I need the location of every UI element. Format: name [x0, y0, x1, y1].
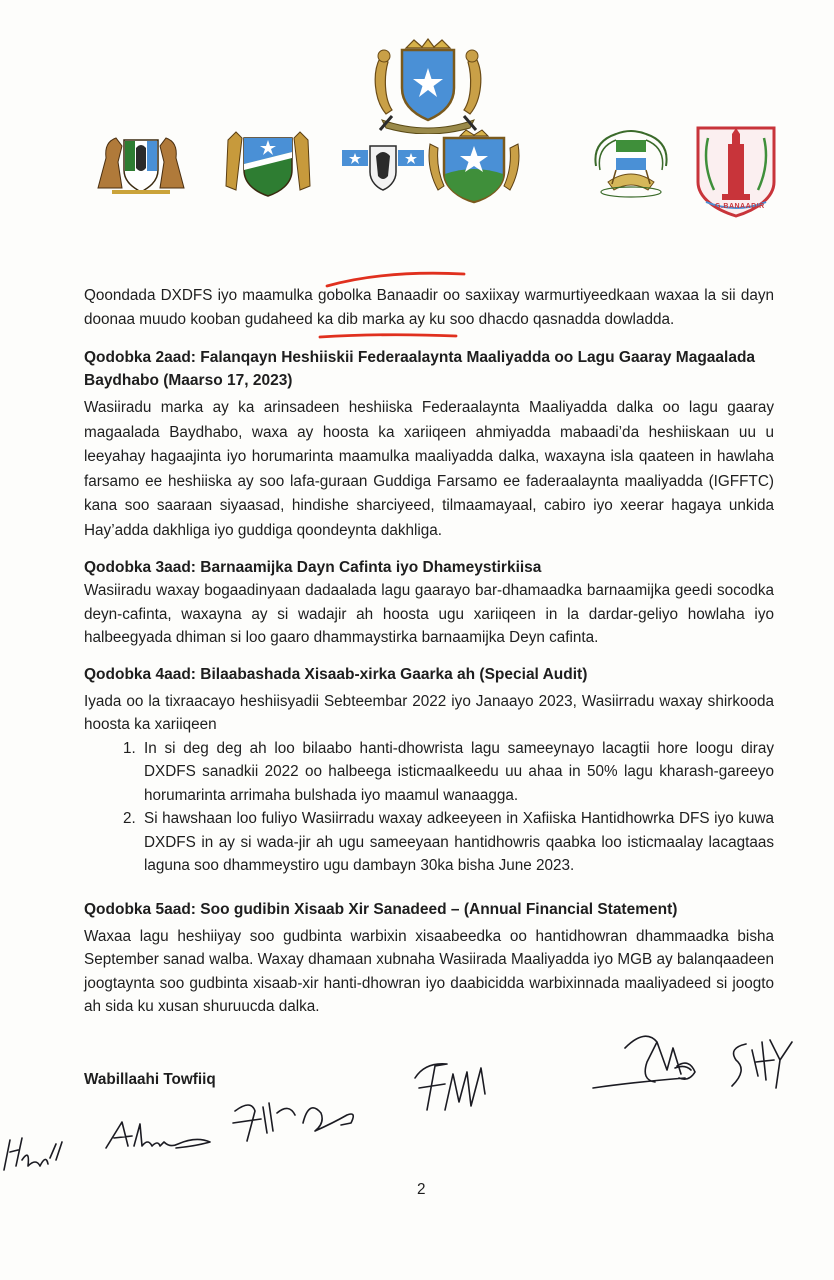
section-4	[84, 663, 774, 878]
galmudug-emblem-icon	[340, 140, 426, 192]
banaadir-label: G.BANAADIR	[715, 203, 765, 210]
hirshabelle-emblem-icon	[426, 128, 522, 204]
signature-1	[405, 1054, 495, 1124]
emblem-header	[0, 0, 834, 240]
list-item: 2. Si hawshaan loo fuliyo Wasiirradu waxay adkeeyeen in Xafiiska Hantidhowrka DFS iyo kuwa DXDFS in ay si wada-jir ah ugu sameeyaan hantidhowris qaabka loo isticmaalay lacagtaas laguna soo dhammeystiro ugu dambayn 30ka bisha June 2023.	[140, 807, 774, 878]
puntland-emblem-icon	[92, 128, 190, 196]
somalia-coat-of-arms-icon	[362, 38, 494, 134]
section-2-body: Wasiiradu marka ay ka arinsadeen heshiiska Federaalaynta Maaliyadda dalka oo lagu gaaray magaalada Baydhabo, waxa ay hoosta ka xariiqeen ahmiyadda mabaadi’da heshiiskaan uu u leeyahay hagaajinta iyo horumarinta maamulka maaliyadda dalka, waxayna isla qaateen in hawlaha farsamo ee heshiiska ay soo lafa-guraan Guddiga Farsamo ee faderaalaynta maaliyadda (IGFFTC) kana soo saaraan siyaasad, hindishe sharciyeed, tilmaamayaal, cabiro iyo xeerar hagaya unkida Hay’adda dakhliga iyo guddiga qoondeynta dakhliga.	[84, 399, 774, 539]
signature-6	[225, 1093, 365, 1149]
list-item: 1. In si deg deg ah loo bilaabo hanti-dhowrista lagu sameeynayo lacagtii hore loogu diray DXDFS sanadkii 2022 oo halbeega isticmaalkeedu uu ahaa in 50% lagu kharash-gareeyo horumarinta arrimaha bulshada iyo maamul wanaagga.	[140, 737, 774, 808]
signature-4	[0, 1130, 70, 1180]
section-3-heading: Qodobka 3aad: Barnaamijka Dayn Cafinta iyo Dhameystirkiisa	[84, 559, 542, 576]
page-number: 2	[417, 1181, 426, 1198]
section-5-body: Waxaa lagu heshiiyay soo gudbinta warbixin xisaabeedka oo hantidhowran dhammaadka bisha September sanad walba. Waxay dhamaan xubnaha Wasiirada Maaliyadda iyo MGB ay balanqaadeen joogtaynta soo gudbinta xisaab-xir hanti-dhowran iyo daabicidda warbixinnada maaliyadeed si joogto ah sida ku xusan shuruucda dalka.	[84, 927, 774, 1015]
section-4-list	[84, 737, 774, 878]
closing-phrase: Wabillaahi Towfiiq	[84, 1071, 216, 1088]
signature-2	[585, 1022, 725, 1102]
signature-5	[100, 1116, 215, 1156]
section-2-heading: Qodobka 2aad: Falanqayn Heshiiskii Federaalaynta Maaliyadda oo Lagu Gaaray Magaalada Baydhabo (Maarso 17, 2023)	[84, 349, 756, 389]
section-2	[84, 346, 774, 543]
section-4-body: Iyada oo la tixraacayo heshiisyadii Sebteembar 2022 iyo Janaayo 2023, Wasiirradu waxay shirkooda hoosta ka xariiqeen	[84, 692, 774, 733]
document-body	[84, 284, 774, 1032]
section-3	[84, 556, 774, 650]
section-5-heading: Qodobka 5aad: Soo gudibin Xisaab Xir Sanadeed – (Annual Financial Statement)	[84, 900, 678, 918]
signature-3	[722, 1030, 802, 1100]
section-5	[84, 898, 774, 1019]
section-4-heading: Qodobka 4aad: Bilaabashada Xisaab-xirka Gaarka ah (Special Audit)	[84, 665, 588, 683]
intro-paragraph: Qoondada DXDFS iyo maamulka gobolka Banaadir oo saxiixay warmurtiyeedkaan waxaa la sii dayn doonaa muudo kooban gudaheed ka dib marka ay ku soo dhacdo qasnadda dowladda.	[84, 287, 774, 328]
section-3-body: Wasiiradu waxay bogaadinyaan dadaalada lagu gaarayo bar-dhamaadka barnaamijka geedi socodka deyn-cafinta, waxayna ay si wadajir ah hoosta ugu xariiqeen in la dardar-geliyo howlaha iyo halbeegyada dhiman si loo gaaro dhammaystirka barnaamijka Deyn cafinta.	[84, 582, 774, 646]
jubaland-emblem-icon	[586, 126, 676, 200]
southwest-emblem-icon	[220, 130, 316, 198]
intro-block	[84, 284, 774, 331]
